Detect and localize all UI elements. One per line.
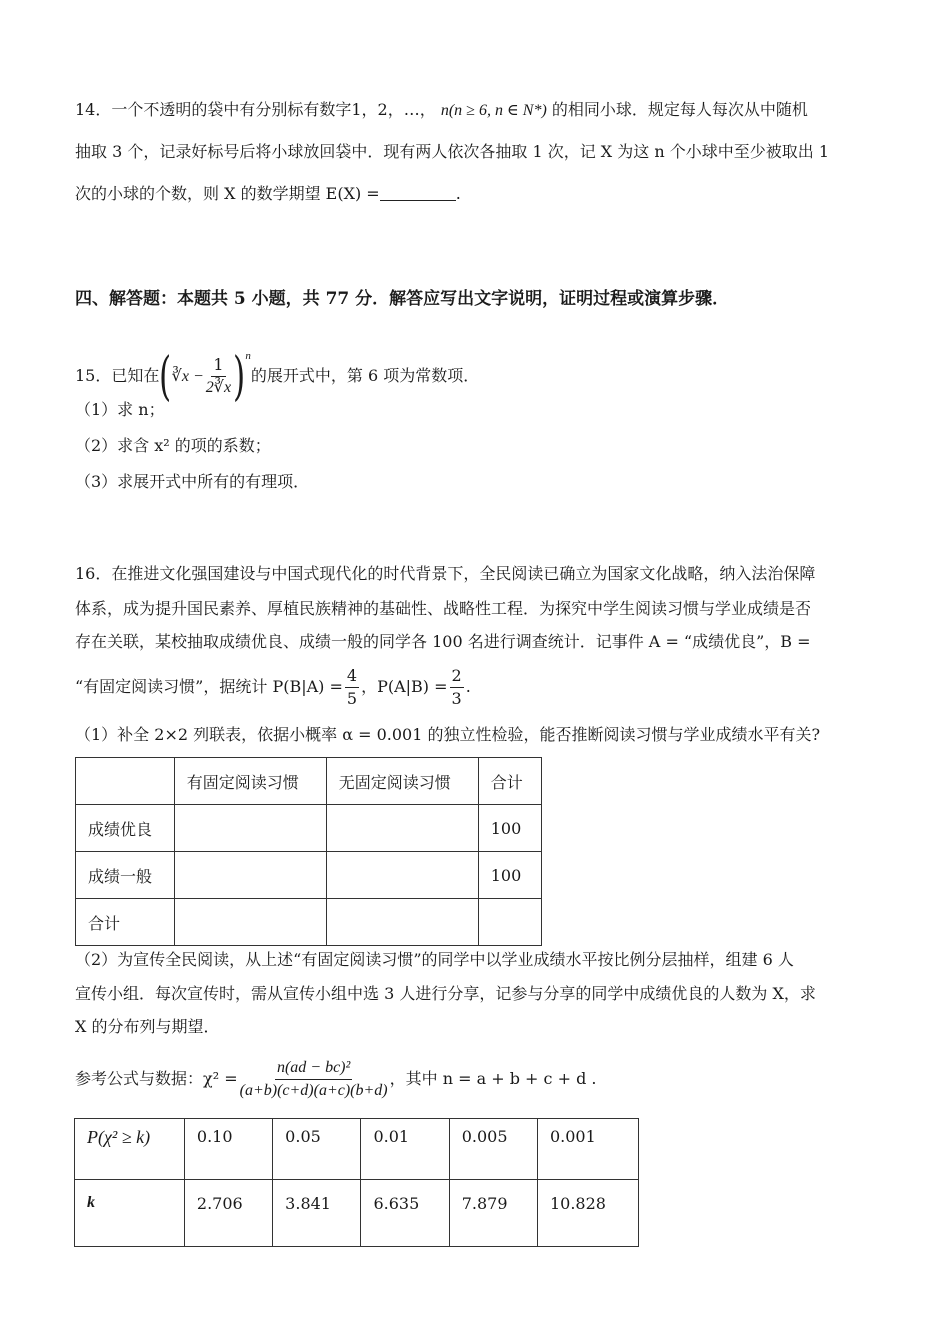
table-row [76, 805, 542, 852]
q16-line-1: 16．在推进文化强国建设与中国式现代化的时代背景下，全民阅读已确立为国家文化战略，纳入法治保障 [75, 564, 816, 583]
row-label: 成绩一般 [76, 852, 175, 899]
table-cell: 10.828 [537, 1180, 638, 1247]
table-cell: 100 [478, 805, 541, 852]
row-label: k [75, 1180, 185, 1247]
chi-square-fraction: $\frac{\text{n(ad − bc)²}}{(a+b)(c+d)(a+c)(b+d)}$ [239, 1059, 388, 1099]
q16-line-2: 体系，成为提升国民素养、厚植民族精神的基础性、战略性工程．为探究中学生阅读习惯与学业成绩是否 [75, 599, 812, 618]
q15-fraction [206, 355, 231, 398]
table-header: 合计 [478, 758, 541, 805]
fraction-denominator: 2∛x [205, 379, 232, 396]
table-cell: 6.635 [361, 1180, 449, 1247]
row-label: P(χ² ≥ k) [75, 1119, 185, 1180]
left-paren: ( [159, 346, 172, 407]
right-paren: ) [233, 346, 246, 407]
empty-cell[interactable] [326, 852, 478, 899]
fraction: $\frac{2}{3}$ [451, 666, 462, 708]
empty-cell[interactable] [174, 899, 326, 946]
fraction: $\frac{4}{5}$ [346, 666, 358, 708]
section-heading: 四、解答题：本题共 5 小题，共 77 分．解答应写出文字说明，证明过程或演算步骤． [75, 289, 730, 309]
empty-cell[interactable] [174, 805, 326, 852]
q15-part-3: （3）求展开式中所有的有理项． [75, 472, 310, 491]
table-header: 无固定阅读习惯 [326, 758, 478, 805]
table-cell: 0.01 [361, 1119, 449, 1180]
q16-text: ，P(A|B) = [361, 677, 448, 696]
critical-value-table [74, 1118, 639, 1247]
table-cell: 0.10 [184, 1119, 272, 1180]
q14-line-2: 抽取 3 个，记录好标号后将小球放回袋中．现有两人依次各抽取 1 次，记 X 为这 n 个小球中至少被取出 1 [75, 142, 830, 161]
q16-part-1: （1）补全 2×2 列联表，依据小概率 α = 0.001 的独立性检验，能否推断阅读习惯与学业成绩水平有关? [75, 725, 821, 744]
q14-line-3: 次的小球的个数，则 X 的数学期望 E(X) = . [75, 184, 461, 203]
table-cell: 0.05 [273, 1119, 361, 1180]
table-cell: 0.005 [449, 1119, 537, 1180]
q14-number-list: 1，2，…， [351, 100, 436, 119]
empty-cell[interactable] [478, 899, 541, 946]
fraction-numerator: 1 [211, 355, 225, 377]
q16-line-3: 存在关联，某校抽取成绩优良、成绩一般的同学各 100 名进行调查统计．记事件 A = “成绩优良”，B = [75, 632, 811, 651]
q16-part-2-line-2: 宣传小组．每次宣传时，需从宣传小组中选 3 人进行分享，记参与分享的同学中成绩优良的人数为 X，求 [75, 984, 816, 1003]
q15-term: ∛x − [171, 368, 204, 385]
q15-part-1: （1）求 n； [75, 400, 165, 419]
formula-text: ，其中 n = a + b + c + d . [389, 1069, 597, 1088]
row-label: 合计 [76, 899, 175, 946]
q14-text: 的相同小球．规定每人每次从中随机 [551, 100, 808, 119]
table-row [76, 852, 542, 899]
empty-cell[interactable] [326, 899, 478, 946]
formula-text: 参考公式与数据：χ² = [75, 1069, 238, 1088]
reference-formula [75, 1055, 597, 1103]
q15-text: 的展开式中，第 6 项为常数项． [250, 366, 480, 385]
empty-cell[interactable] [174, 852, 326, 899]
table-cell: 100 [478, 852, 541, 899]
table-cell [76, 758, 175, 805]
table-cell: 2.706 [184, 1180, 272, 1247]
q16-line-4: “有固定阅读习惯”，据统计 P(B|A) = $\frac{4}{5}$ ，P(A|B) = $\frac{2}{3}$ . [75, 666, 471, 708]
table-cell: 3.841 [273, 1180, 361, 1247]
q16-text: “有固定阅读习惯”，据统计 P(B|A) = [75, 677, 343, 696]
table-header: 有固定阅读习惯 [174, 758, 326, 805]
q16-part-2-line-3: X 的分布列与期望． [75, 1017, 220, 1036]
q15-exponent: n [245, 350, 251, 362]
table-row [75, 1180, 639, 1247]
table-row [76, 758, 542, 805]
q15-part-2: （2）求含 x² 的项的系数； [75, 436, 271, 455]
empty-cell[interactable] [326, 805, 478, 852]
q16-part-2-line-1: （2）为宣传全民阅读，从上述“有固定阅读习惯”的同学中以学业成绩水平按比例分层抽样，组建 6 人 [75, 950, 794, 969]
answer-blank[interactable] [380, 182, 456, 201]
table-cell: 7.879 [449, 1180, 537, 1247]
q14-text: 次的小球的个数，则 X 的数学期望 E(X) = [75, 184, 380, 203]
contingency-table [75, 757, 542, 946]
row-label: 成绩优良 [76, 805, 175, 852]
q14-line-1 [75, 98, 808, 123]
q14-condition: n(n ≥ 6, n ∈ N*) [440, 102, 547, 119]
q14-text: 14．一个不透明的袋中有分别标有数字 [75, 100, 352, 119]
table-cell: 0.001 [537, 1119, 638, 1180]
table-row [76, 899, 542, 946]
table-row [75, 1119, 639, 1180]
q15-text: 15．已知在 [75, 366, 160, 385]
q15-stem [75, 330, 480, 407]
